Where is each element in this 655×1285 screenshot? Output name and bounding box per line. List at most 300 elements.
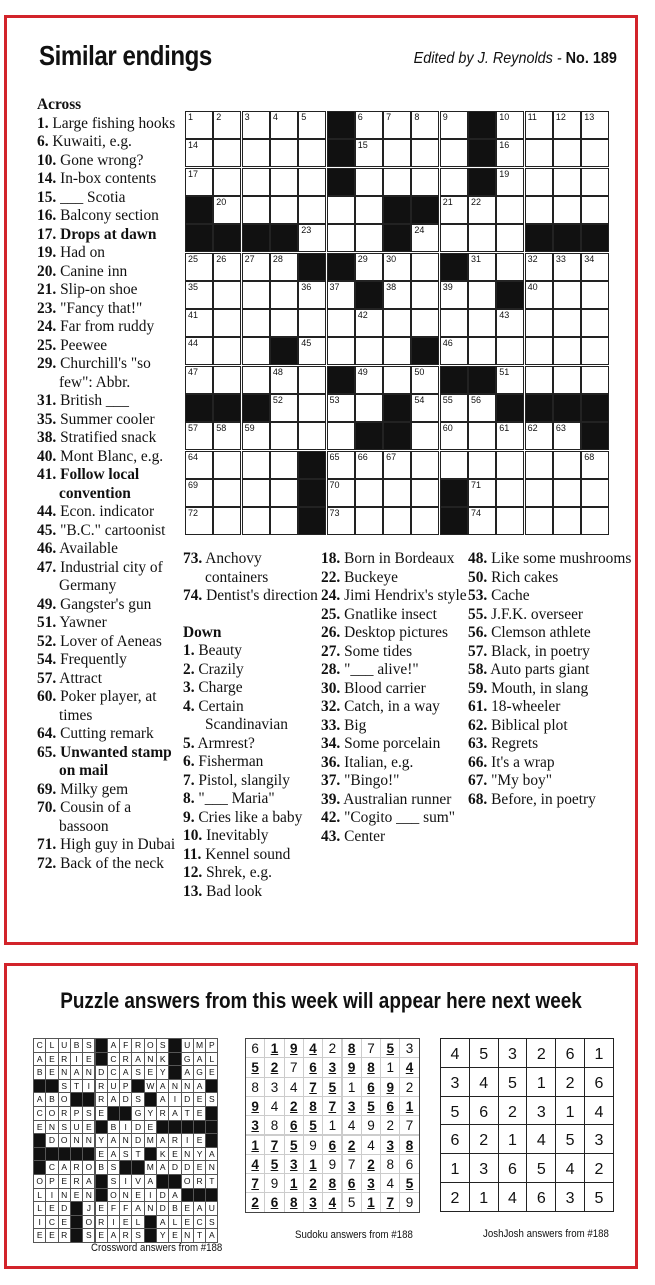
answer-letter: A [107,1228,120,1243]
answers-title: Puzzle answers from this week will appear here next week [60,988,582,1013]
grid-cell[interactable] [383,168,411,196]
grid-cell[interactable] [355,337,383,365]
grid-cell[interactable] [270,196,298,224]
clue-text: Cutting remark [60,725,154,742]
answer-letter: A [82,1174,95,1189]
grid-cell[interactable] [553,253,581,281]
grid-cell[interactable] [411,281,439,309]
grid-cell[interactable] [242,507,270,535]
grid-cell[interactable] [468,337,496,365]
grid-cell[interactable] [440,139,468,167]
answer-letter: W [144,1079,157,1094]
editor-credit: Edited by J. Reynolds [413,50,553,67]
grid-cell[interactable] [496,507,524,535]
clue-number: 49. [37,595,57,613]
clue-text: Gone wrong? [60,151,144,169]
grid-cell[interactable] [327,224,355,252]
across-clues-left [37,96,180,873]
grid-cell[interactable] [440,309,468,337]
answer-letter: Y [144,1106,157,1121]
answer-block [58,1147,71,1162]
grid-cell[interactable] [327,281,355,309]
grid-cell[interactable] [411,451,439,479]
answer-letter: S [131,1065,144,1080]
grid-cell[interactable] [185,281,213,309]
grid-cell[interactable] [242,451,270,479]
sudoku-digit: 7 [361,1038,381,1058]
clue-number: 17. [37,225,57,243]
grid-cell[interactable] [298,422,326,450]
grid-cell[interactable] [553,168,581,196]
grid-cell[interactable] [440,168,468,196]
puzzle-title: Similar endings [39,40,212,71]
grid-cell[interactable] [213,309,241,337]
grid-cell[interactable] [270,507,298,535]
grid-cell[interactable] [496,111,524,139]
grid-cell[interactable] [468,196,496,224]
clue-number: 7. [183,771,195,789]
grid-cell[interactable] [383,281,411,309]
sudoku-digit: 9 [303,1135,323,1155]
grid-cell[interactable] [270,422,298,450]
joshjosh-digit: 1 [498,1124,528,1154]
grid-cell[interactable] [213,479,241,507]
clue-text: Balcony section [60,207,159,224]
grid-cell[interactable] [440,451,468,479]
clue [37,503,180,522]
clue-text: Born in Bordeaux [344,550,455,567]
grid-cell[interactable] [213,451,241,479]
grid-cell[interactable] [411,111,439,139]
grid-cell[interactable] [355,168,383,196]
clue [37,596,180,615]
clue-number: 67. [468,772,488,789]
clue-text: Some porcelain [344,735,441,752]
grid-cell[interactable] [242,366,270,394]
joshjosh-digit: 1 [469,1182,499,1212]
grid-cell[interactable] [185,507,213,535]
grid-cell[interactable] [581,337,609,365]
grid-cell[interactable] [355,479,383,507]
answer-letter: R [131,1038,144,1053]
across-header: Across [37,96,82,113]
clue [37,836,180,855]
answer-letter: A [107,1147,120,1162]
grid-cell[interactable] [496,337,524,365]
grid-cell[interactable] [383,479,411,507]
grid-cell[interactable] [383,253,411,281]
joshjosh-digit: 2 [440,1182,470,1212]
cell-number: 54 [414,395,425,405]
grid-cell[interactable] [242,309,270,337]
grid-cell[interactable] [242,281,270,309]
sudoku-answers-caption: Sudoku answers from #188 [295,1229,413,1241]
sudoku-digit: 1 [322,1115,342,1135]
grid-cell[interactable] [327,394,355,422]
grid-cell[interactable] [553,451,581,479]
answer-letter: E [95,1106,108,1121]
grid-cell[interactable] [213,196,241,224]
grid-cell[interactable] [383,139,411,167]
grid-cell[interactable] [468,479,496,507]
grid-cell[interactable] [411,309,439,337]
answer-letter: A [168,1188,181,1203]
grid-cell[interactable] [298,139,326,167]
clue [321,569,471,588]
answer-letter: N [144,1201,157,1216]
grid-cell[interactable] [496,422,524,450]
sudoku-digit: 5 [361,1096,381,1116]
grid-cell[interactable] [327,422,355,450]
answer-letter: R [119,1228,132,1243]
grid-cell[interactable] [242,139,270,167]
clue [321,754,471,773]
grid-cell[interactable] [185,168,213,196]
joshjosh-digit: 2 [469,1124,499,1154]
grid-cell[interactable] [581,281,609,309]
cell-number: 61 [499,423,510,434]
grid-cell[interactable] [213,366,241,394]
grid-cell[interactable] [581,479,609,507]
grid-cell[interactable] [496,224,524,252]
cell-number: 69 [188,479,199,490]
grid-cell[interactable] [298,111,326,139]
clue-text: Peewee [60,336,108,354]
grid-cell[interactable] [383,337,411,365]
grid-cell[interactable] [581,309,609,337]
grid-cell[interactable] [355,111,383,139]
grid-cell[interactable] [213,337,241,365]
grid-cell[interactable] [468,394,496,422]
answer-block [33,1133,46,1148]
grid-cell[interactable] [525,337,553,365]
joshjosh-digit: 2 [584,1153,614,1183]
answer-letter: N [168,1079,181,1094]
grid-cell[interactable] [525,168,553,196]
grid-cell[interactable] [270,111,298,139]
sudoku-digit: 1 [303,1154,323,1174]
answer-letter: B [33,1065,46,1080]
answer-block [119,1106,132,1121]
answer-letter: P [119,1079,132,1094]
sudoku-digit: 2 [322,1038,342,1058]
answer-letter: G [181,1052,194,1067]
grid-cell[interactable] [355,394,383,422]
grid-cell[interactable] [270,309,298,337]
grid-cell[interactable] [553,111,581,139]
grid-cell[interactable] [270,479,298,507]
clue-text: Australian runner [343,790,452,808]
cell-number: 64 [188,451,199,462]
grid-cell[interactable] [270,394,298,422]
cell-number: 9 [442,112,448,122]
clue-number: 19. [37,244,57,261]
grid-cell[interactable] [553,422,581,450]
grid-cell[interactable] [411,253,439,281]
grid-cell[interactable] [581,196,609,224]
grid-cell[interactable] [440,111,468,139]
sudoku-digit: 1 [399,1096,419,1116]
grid-cell[interactable] [213,168,241,196]
grid-cell[interactable] [355,196,383,224]
grid-cell[interactable] [581,507,609,535]
clue-number: 57. [37,669,57,687]
answer-block [45,1079,58,1094]
grid-cell[interactable] [496,309,524,337]
grid-cell[interactable] [213,422,241,450]
grid-cell[interactable] [525,253,553,281]
grid-cell[interactable] [185,139,213,167]
grid-cell[interactable] [298,337,326,365]
grid-cell[interactable] [298,366,326,394]
grid-cell[interactable] [525,139,553,167]
joshjosh-digit: 6 [498,1153,528,1183]
clue-number: 3. [183,679,195,696]
grid-cell[interactable] [383,309,411,337]
answer-block [168,1038,181,1053]
grid-cell[interactable] [411,224,439,252]
grid-cell[interactable] [270,366,298,394]
answer-letter: A [205,1228,218,1243]
sudoku-digit: 4 [322,1192,342,1212]
clue-text: Frequently [60,651,127,668]
clue-number: 57. [468,642,488,660]
grid-cell[interactable] [411,394,439,422]
clue [183,550,320,587]
grid-cell[interactable] [327,196,355,224]
cell-number: 22 [471,196,482,207]
grid-cell[interactable] [185,451,213,479]
clue-text: Buckeye [344,568,398,586]
grid-cell[interactable] [525,281,553,309]
grid-cell[interactable] [496,196,524,224]
answer-block [33,1160,46,1175]
clue-text: Cries like a baby [198,808,303,826]
grid-cell[interactable] [270,281,298,309]
grid-cell[interactable] [496,253,524,281]
grid-cell[interactable] [327,479,355,507]
grid-cell[interactable] [411,366,439,394]
grid-cell[interactable] [411,479,439,507]
answer-letter: I [45,1188,58,1203]
grid-cell[interactable] [496,139,524,167]
clue [37,355,180,392]
cell-number: 28 [272,253,283,264]
grid-cell[interactable] [411,168,439,196]
clue-text: Lover of Aeneas [60,632,162,650]
grid-cell[interactable] [440,196,468,224]
grid-cell[interactable] [213,281,241,309]
grid-cell[interactable] [327,337,355,365]
grid-cell[interactable] [298,224,326,252]
answer-letter: M [144,1133,157,1148]
grid-cell[interactable] [553,139,581,167]
clue [37,781,180,800]
clue [37,263,180,282]
sudoku-digit: 6 [380,1096,400,1116]
grid-cell[interactable] [496,168,524,196]
answer-letter: F [119,1201,132,1216]
grid-cell[interactable] [411,507,439,535]
grid-cell[interactable] [185,337,213,365]
grid-cell[interactable] [468,253,496,281]
grid-cell[interactable] [468,309,496,337]
clue-number: 10. [183,827,203,844]
answer-letter: L [168,1215,181,1230]
grid-cell[interactable] [270,451,298,479]
grid-cell[interactable] [270,253,298,281]
clue-text: British ___ [60,392,129,409]
grid-cell[interactable] [185,309,213,337]
grid-cell[interactable] [440,337,468,365]
cell-number: 55 [442,395,453,405]
grid-cell[interactable] [496,366,524,394]
grid-cell[interactable] [581,366,609,394]
grid-cell[interactable] [468,281,496,309]
grid-cell[interactable] [242,479,270,507]
grid-cell[interactable] [383,507,411,535]
grid-cell[interactable] [553,366,581,394]
answer-letter: E [193,1160,206,1175]
grid-cell[interactable] [525,479,553,507]
sudoku-digit: 8 [361,1057,381,1077]
grid-cell[interactable] [411,139,439,167]
clue-number: 25. [321,605,341,623]
clue-number: 24. [321,587,341,604]
joshjosh-digit: 3 [584,1124,614,1154]
grid-cell[interactable] [185,479,213,507]
grid-cell[interactable] [327,451,355,479]
grid-block [440,507,468,535]
cell-number: 21 [442,196,453,207]
grid-cell[interactable] [553,196,581,224]
grid-cell[interactable] [496,479,524,507]
grid-cell[interactable] [242,111,270,139]
grid-cell[interactable] [525,366,553,394]
answer-letter: D [95,1065,108,1080]
grid-cell[interactable] [298,168,326,196]
grid-cell[interactable] [553,281,581,309]
grid-cell[interactable] [355,139,383,167]
grid-cell[interactable] [468,507,496,535]
cell-number: 70 [329,479,340,490]
grid-cell[interactable] [468,422,496,450]
grid-cell[interactable] [525,507,553,535]
grid-cell[interactable] [327,309,355,337]
grid-cell[interactable] [553,479,581,507]
grid-cell[interactable] [355,309,383,337]
grid-cell[interactable] [411,422,439,450]
grid-cell[interactable] [581,111,609,139]
grid-cell[interactable] [242,168,270,196]
grid-cell[interactable] [553,337,581,365]
grid-cell[interactable] [525,111,553,139]
grid-cell[interactable] [298,281,326,309]
clue-text: Churchill's "so few": Abbr. [59,355,151,391]
clue-number: 74. [183,587,203,604]
grid-cell[interactable] [553,309,581,337]
grid-cell[interactable] [298,394,326,422]
sudoku-digit: 8 [380,1154,400,1174]
grid-cell[interactable] [242,422,270,450]
grid-cell[interactable] [468,224,496,252]
sudoku-digit: 3 [322,1057,342,1077]
grid-cell[interactable] [185,111,213,139]
answer-letter: N [82,1133,95,1148]
grid-cell[interactable] [327,507,355,535]
answer-letter: A [193,1052,206,1067]
answer-letter: S [119,1147,132,1162]
grid-cell[interactable] [581,139,609,167]
grid-cell[interactable] [298,196,326,224]
grid-cell[interactable] [355,451,383,479]
grid-cell[interactable] [383,451,411,479]
grid-block [327,253,355,281]
clue-number: 6. [37,133,49,150]
grid-cell[interactable] [355,253,383,281]
grid-cell[interactable] [270,139,298,167]
grid-cell[interactable] [383,366,411,394]
grid-cell[interactable] [553,507,581,535]
answer-letter: N [181,1147,194,1162]
grid-cell[interactable] [213,253,241,281]
grid-cell[interactable] [440,224,468,252]
grid-cell[interactable] [496,451,524,479]
answer-letter: E [193,1106,206,1121]
grid-block [440,253,468,281]
clue-text: Had on [60,244,105,261]
sudoku-digit: 1 [342,1077,362,1097]
grid-cell[interactable] [383,111,411,139]
grid-cell[interactable] [525,451,553,479]
grid-cell[interactable] [440,422,468,450]
sudoku-digit: 4 [303,1038,323,1058]
grid-cell[interactable] [355,366,383,394]
grid-cell[interactable] [355,224,383,252]
grid-cell[interactable] [270,168,298,196]
grid-cell[interactable] [185,253,213,281]
sudoku-frame [245,1038,420,1213]
grid-cell[interactable] [185,422,213,450]
grid-cell[interactable] [525,422,553,450]
grid-cell[interactable] [440,281,468,309]
grid-cell[interactable] [355,507,383,535]
grid-cell[interactable] [581,451,609,479]
grid-cell[interactable] [213,507,241,535]
grid-cell[interactable] [213,111,241,139]
grid-cell[interactable] [581,168,609,196]
grid-cell[interactable] [242,253,270,281]
answer-letter: I [168,1092,181,1107]
answer-letter: B [95,1160,108,1175]
answer-letter: U [181,1038,194,1053]
grid-cell[interactable] [242,196,270,224]
grid-cell[interactable] [298,309,326,337]
grid-cell[interactable] [525,196,553,224]
answer-block [33,1147,46,1162]
clue-number: 56. [468,624,488,641]
clue-number: 10. [37,151,57,169]
grid-cell[interactable] [440,394,468,422]
grid-cell[interactable] [525,309,553,337]
clue-text: Rich cakes [491,568,559,586]
grid-cell[interactable] [185,366,213,394]
cell-number: 57 [188,423,199,434]
grid-cell[interactable] [581,253,609,281]
grid-cell[interactable] [242,337,270,365]
grid-cell[interactable] [213,139,241,167]
grid-cell[interactable] [468,451,496,479]
